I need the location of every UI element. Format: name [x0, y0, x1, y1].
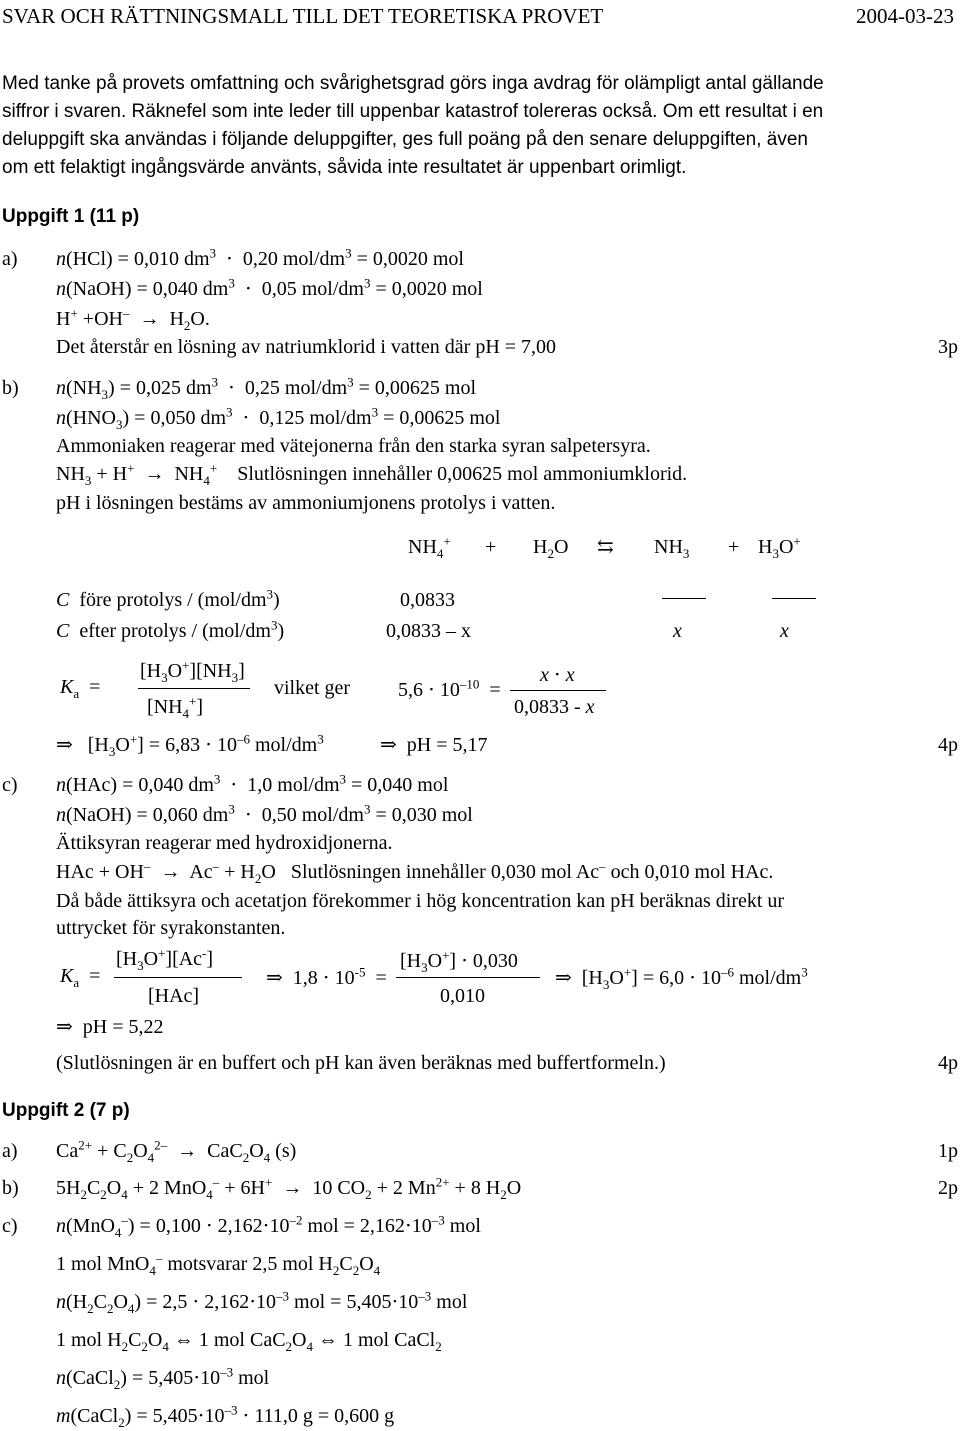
document-date: 2004-03-23 — [856, 4, 954, 28]
u2b-line: b) $5H_2C_2O_4 + 2$ MnO$_4$– + 6H+ → 10 $CO_2 + 2$ $Mn^{2+} + 8$ $H_2O$ 2p — [2, 1174, 958, 1202]
u1b-label: b) — [2, 377, 19, 399]
u1b-line-4: $NH_3 + H^+ \to NH_4^+$ Slutlösningen innehåller 0,00625 mol ammoniumklorid. — [56, 460, 688, 488]
u1c-label: c) — [2, 774, 18, 796]
u2c-line-5: n(CaCl$_2$) = $5,405\cdot 10^{-3}$ mol — [56, 1364, 270, 1392]
u2b-points: 2p — [938, 1177, 958, 1199]
u1c-line-5: Då både ättiksyra och acetatjon förekommer i hög koncentration kan pH beräknas direkt ur — [56, 890, 785, 912]
u2c-line-3: $n(H_2C_2O_4) = 2,5 \cdot 2,162\cdot 10^{-3}$ mol = $5,405\cdot 10^{-3}$ mol — [56, 1288, 468, 1316]
u1b-row-after: C efter protolys / $(mol/dm^3)$ 0,0833 – x x x — [56, 617, 789, 642]
u1b-points: 4p — [938, 734, 958, 756]
u1c-line-4: HAc + $OH^- \to Ac^- + H_2O$ Slutlösningen innehåller 0,030 mol Ac– och 0,010 mol HAc. — [56, 858, 774, 886]
u1c-line-6: uttrycket för syrakonstanten. — [56, 917, 286, 939]
u2c-line-2: 1 mol MnO$_4$– motsvarar 2,5 mol $H_2C_2O_4$ — [56, 1250, 381, 1278]
intro-line-1: Med tanke på provets omfattning och svårighetsgrad görs inga avdrag för olämpligt antal gällande — [2, 73, 824, 94]
intro-line-4: om ett felaktigt ingångsvärde använts, såvida inte resultatet är uppenbart orimligt. — [2, 157, 687, 178]
u2b-label: b) — [2, 1177, 19, 1199]
u1a-points: 3p — [938, 336, 958, 358]
u1b-row-before: C före protolys / $(mol/dm^3)$ 0,0833 — [0, 585, 960, 615]
u2c-line-6: m(CaCl$_2$) = $5,405\cdot 10^{-3} \cdot 111,0$ g = 0,600 g — [56, 1402, 395, 1430]
u1b-equilibrium: $NH_4^+$ + $H_2O$ ⇆ $NH_3$ + $H_3O^+$ — [408, 533, 801, 561]
intro-line-2: siffror i svaren. Räknefel som inte leder till uppenbar katastrof tolereras också. Om ett resultat i en — [2, 101, 824, 122]
u2a-label: a) — [2, 1140, 18, 1162]
u1a-line-1: a) n(HCl) = 0,010 $dm^3 \cdot 0,20$ mol/$dm^3 = 0,0020$ mol — [0, 244, 960, 274]
u1b-line-5: pH i lösningen bestäms av ammoniumjonens protolys i vatten. — [56, 492, 556, 514]
u1c-line-3: Ättiksyran reagerar med hydroxidjonerna. — [56, 832, 393, 854]
u1c-line-1: c) n(HAc) = 0,040 $dm^3 \cdot 1,0$ mol/$dm^3 = 0,040$ mol — [0, 770, 960, 800]
u2c-line-4: 1 mol $H_2C_2O_4$ ⇔ 1 mol $CaC_2O_4$ ⇔ 1 mol CaCl$_2$ — [56, 1329, 442, 1354]
u1b-result: ⇒ $[H_3O^+] = 6,83 \cdot 10^{-6}$ mol/$dm^3$ ⇒ pH = 5,17 4p — [56, 731, 958, 759]
u1b-line-1: b) $n(NH_3) = 0,025$ $dm^3 \cdot 0,25$ mol/$dm^3 = 0,00625$ mol — [2, 374, 477, 402]
u2c-line-1: c) $n(MnO_4^-) = 0,100 \cdot 2,162\cdot 10^{-2}$ mol = $2,162\cdot 10^{-3}$ mol — [2, 1212, 481, 1240]
u1a-line-4: Det återstår en lösning av natriumklorid i vatten där pH = 7,00 3p — [0, 332, 960, 362]
u2a-points: 1p — [938, 1140, 958, 1162]
u1b-line-2: $n(HNO_3) = 0,050$ $dm^3 \cdot 0,125$ mol/$dm^3 = 0,00625$ mol — [56, 404, 501, 432]
uppgift2-heading: Uppgift 2 (7 p) — [2, 1100, 130, 1121]
u1b-line-3: Ammoniaken reagerar med vätejonerna från den starka syran salpetersyra. — [56, 435, 651, 457]
u2c-label: c) — [2, 1215, 18, 1237]
u2a-line: a) $Ca^{2+} + C_2O_4^{2-} \to CaC_2O_4$ (s) 1p — [2, 1137, 958, 1165]
u1a-label: a) — [2, 248, 18, 270]
u1c-points: 4p — [938, 1052, 958, 1074]
u1c-ph: ⇒ pH = 5,22 — [56, 1016, 164, 1038]
intro-line-3: deluppgift ska användas i följande deluppgifter, ges full poäng på den senare deluppgiften, även — [2, 129, 808, 150]
u1a-reaction: $H^+ +OH^- \to H_2O$. — [56, 305, 210, 333]
u1a-line-2: n(NaOH) = 0,040 $dm^3 \cdot 0,05$ mol/$dm^3 = 0,0020$ mol — [56, 275, 483, 300]
document-title: SVAR OCH RÄTTNINGSMALL TILL DET TEORETISKA PROVET — [2, 4, 604, 28]
u1c-note: (Slutlösningen är en buffert och pH kan även beräknas med buffertformeln.) 4p — [0, 1048, 960, 1078]
u1c-line-2: n(NaOH) = 0,060 $dm^3 \cdot 0,50$ mol/$dm^3 = 0,030$ mol — [56, 801, 473, 826]
uppgift1-heading: Uppgift 1 (11 p) — [2, 206, 140, 227]
